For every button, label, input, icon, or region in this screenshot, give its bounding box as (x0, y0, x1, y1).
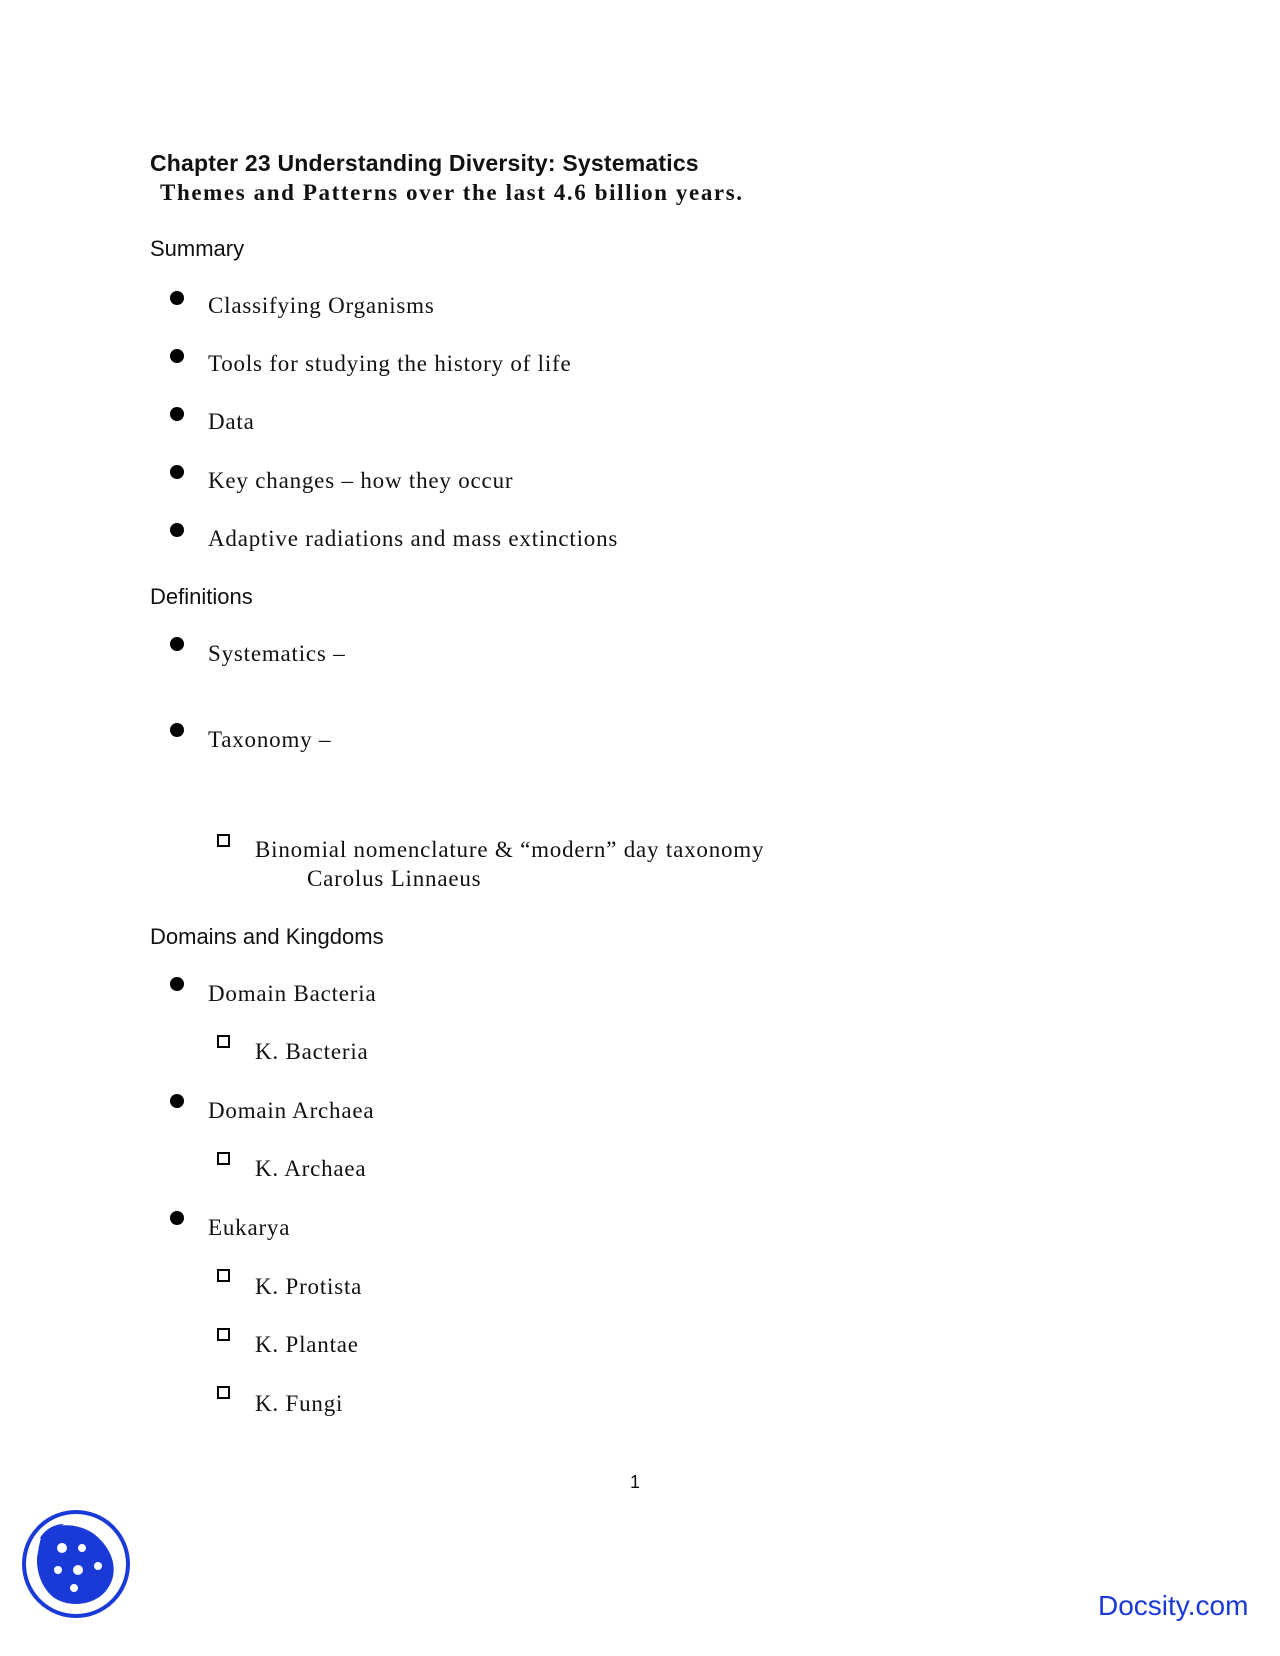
bullet-icon (170, 407, 184, 421)
page-number: 1 (630, 1472, 641, 1492)
chapter-title: Chapter 23 Understanding Diversity: Systematics (150, 150, 699, 176)
square-bullet-icon (217, 1328, 230, 1341)
square-bullet-icon (217, 834, 230, 847)
square-bullet-icon (217, 1269, 230, 1282)
summary-item: Adaptive radiations and mass extinctions (208, 526, 619, 551)
bullet-icon (170, 1094, 184, 1108)
docsity-brand-link[interactable]: Docsity.com (1098, 1590, 1249, 1621)
section-heading-definitions: Definitions (150, 584, 253, 609)
kingdom-item: K. Archaea (255, 1156, 367, 1181)
bullet-icon (170, 1211, 184, 1225)
section-heading-domains: Domains and Kingdoms (150, 924, 384, 949)
summary-item: Data (208, 409, 255, 434)
kingdom-item: K. Bacteria (255, 1039, 369, 1064)
definition-item: Systematics – (208, 641, 346, 666)
definition-subitem-continuation: Carolus Linnaeus (307, 866, 482, 891)
square-bullet-icon (217, 1152, 230, 1165)
bullet-icon (170, 523, 184, 537)
bullet-icon (170, 349, 184, 363)
bullet-icon (170, 723, 184, 737)
definition-item: Taxonomy – (208, 727, 332, 752)
bullet-icon (170, 291, 184, 305)
bullet-icon (170, 977, 184, 991)
kingdom-item: K. Plantae (255, 1332, 359, 1357)
section-heading-summary: Summary (150, 236, 245, 261)
chapter-subtitle: Themes and Patterns over the last 4.6 billion years. (160, 180, 744, 205)
domain-item: Eukarya (208, 1215, 291, 1240)
kingdom-item: K. Protista (255, 1274, 363, 1299)
summary-item: Tools for studying the history of life (208, 351, 572, 376)
square-bullet-icon (217, 1035, 230, 1048)
bullet-icon (170, 465, 184, 479)
summary-item: Classifying Organisms (208, 293, 435, 318)
kingdom-item: K. Fungi (255, 1391, 344, 1416)
docsity-logo-icon[interactable] (20, 1508, 132, 1620)
summary-item: Key changes – how they occur (208, 468, 514, 493)
square-bullet-icon (217, 1386, 230, 1399)
bullet-icon (170, 637, 184, 651)
domain-item: Domain Archaea (208, 1098, 375, 1123)
definition-subitem: Binomial nomenclature & “modern” day taxonomy (255, 837, 765, 862)
domain-item: Domain Bacteria (208, 981, 377, 1006)
